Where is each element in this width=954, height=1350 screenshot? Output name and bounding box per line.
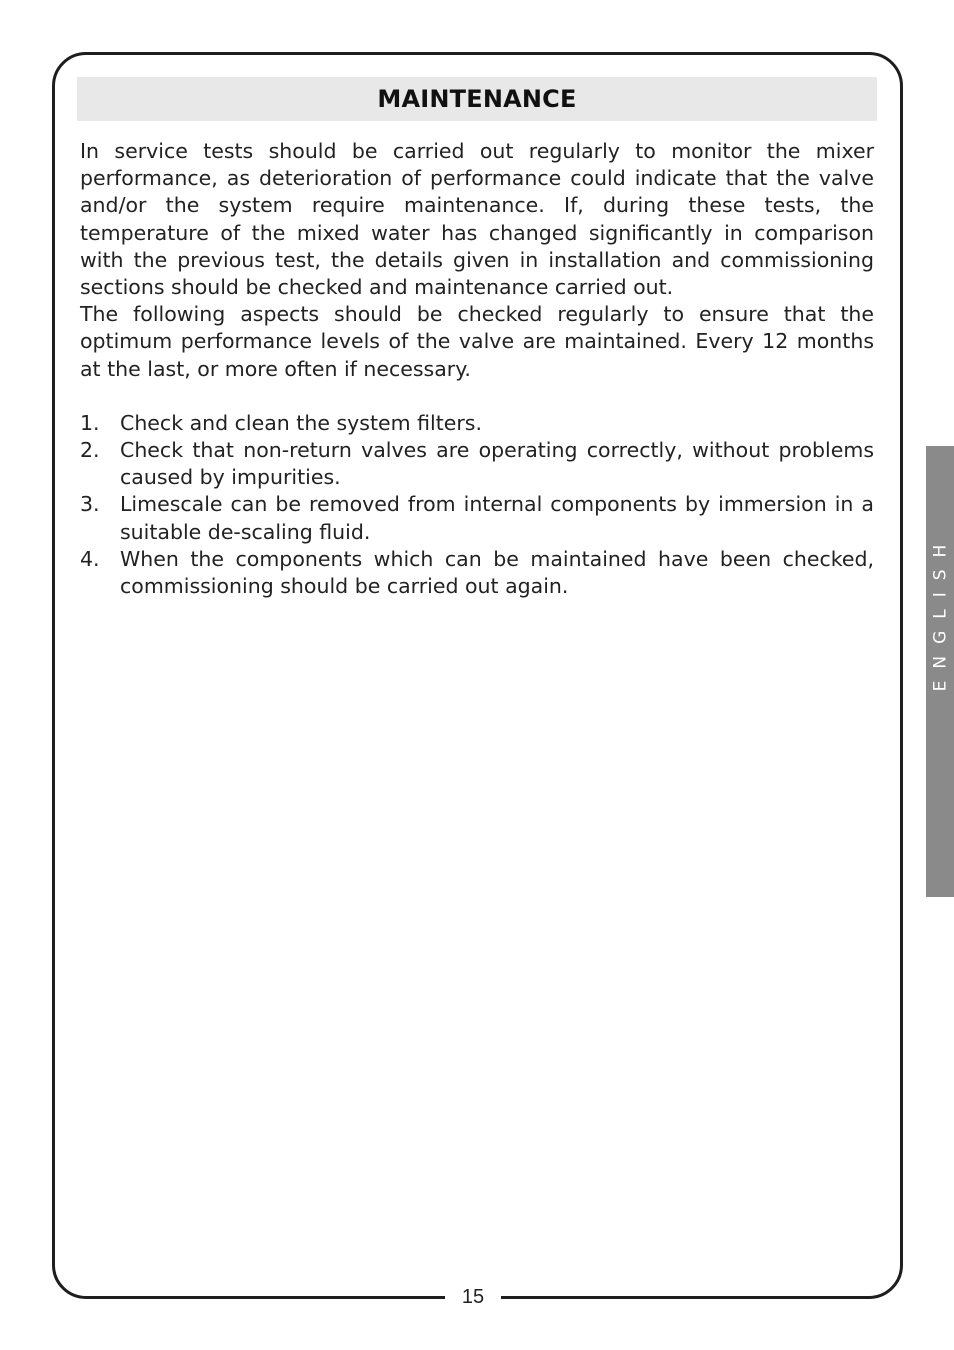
list-item: [80, 410, 874, 437]
list-item-text: Limescale can be removed from internal components by immersion in a suitable de-scaling fluid.: [120, 492, 874, 544]
list-item-text: Check and clean the system filters.: [120, 410, 482, 435]
list-item-number: 3.: [80, 492, 100, 517]
list-item-number: 4.: [80, 546, 100, 571]
list-item-text: Check that non-return valves are operating correctly, without problems caused by impurities.: [120, 438, 874, 490]
list-item: [80, 491, 874, 545]
section-heading: MAINTENANCE: [377, 85, 577, 113]
list-item: [80, 437, 874, 491]
list-item: [80, 546, 874, 600]
list-item-text: When the components which can be maintained have been checked, commissioning should be carried out again.: [120, 546, 874, 599]
section-heading-bar: [77, 77, 877, 121]
checks-paragraph: The following aspects should be checked regularly to ensure that the optimum performance levels of the valve are maintained. Every 12 months at the last, or more often if necessary.: [80, 302, 874, 381]
intro-paragraph: In service tests should be carried out regularly to monitor the mixer performance, as deterioration of performance could indicate that the valve and/or the system require maintenance. If, during these tests, the temperature of the mixed water has changed significantly in comparison with the previous test, the details given in installation and commissioning sections should be checked and maintenance carried out.: [80, 139, 874, 300]
maintenance-content: [80, 138, 874, 600]
page-number: 15: [445, 1282, 501, 1312]
maintenance-steps-list: [80, 410, 874, 600]
list-item-number: 2.: [80, 438, 100, 463]
language-tab: [926, 446, 954, 897]
list-item-number: 1.: [80, 410, 100, 435]
language-tab-label: ENGLISH: [930, 532, 951, 691]
